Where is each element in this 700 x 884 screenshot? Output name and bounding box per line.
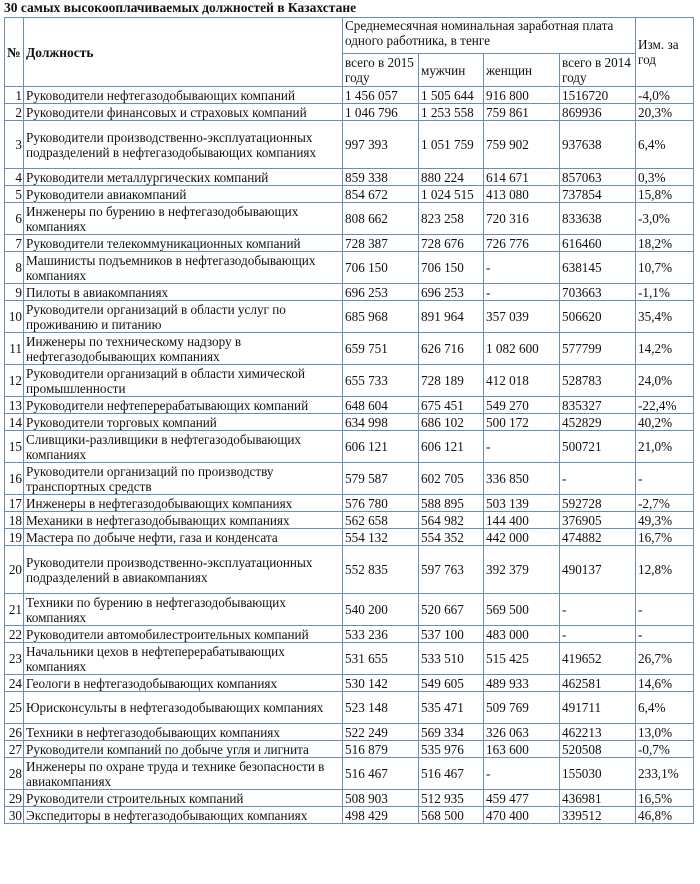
header-men: мужчин [419, 54, 484, 87]
position-name-cell: Руководители авиакомпаний [24, 186, 343, 203]
women-salary-cell: 412 018 [484, 365, 560, 397]
table-row [5, 203, 694, 235]
change-percent-cell: -1,1% [636, 284, 694, 301]
men-salary-cell: 549 605 [419, 675, 484, 692]
row-number-cell: 15 [5, 431, 24, 463]
total-2014-cell: 452829 [560, 414, 636, 431]
table-row [5, 121, 694, 169]
total-2015-cell: 554 132 [343, 529, 419, 546]
total-2015-cell: 606 121 [343, 431, 419, 463]
change-percent-cell: 13,0% [636, 724, 694, 741]
position-name-cell: Инженеры по техническому надзору в нефтегазодобывающих компаниях [24, 333, 343, 365]
row-number-cell: 21 [5, 594, 24, 626]
table-row [5, 104, 694, 121]
change-percent-cell: 24,0% [636, 365, 694, 397]
table-row [5, 790, 694, 807]
row-number-cell: 8 [5, 252, 24, 284]
row-number-cell: 4 [5, 169, 24, 186]
men-salary-cell: 696 253 [419, 284, 484, 301]
table-row [5, 431, 694, 463]
men-salary-cell: 520 667 [419, 594, 484, 626]
change-percent-cell: 14,2% [636, 333, 694, 365]
table-row [5, 414, 694, 431]
table-row [5, 301, 694, 333]
total-2014-cell: 835327 [560, 397, 636, 414]
total-2015-cell: 659 751 [343, 333, 419, 365]
total-2015-cell: 579 587 [343, 463, 419, 495]
row-number-cell: 24 [5, 675, 24, 692]
total-2015-cell: 552 835 [343, 546, 419, 594]
position-name-cell: Руководители производственно-эксплуатационных подразделений в авиакомпаниях [24, 546, 343, 594]
row-number-cell: 28 [5, 758, 24, 790]
women-salary-cell: - [484, 284, 560, 301]
change-percent-cell: -22,4% [636, 397, 694, 414]
total-2015-cell: 516 467 [343, 758, 419, 790]
men-salary-cell: 728 676 [419, 235, 484, 252]
total-2015-cell: 634 998 [343, 414, 419, 431]
table-title: 30 самых высокооплачиваемых должностей в Казахстане [4, 0, 357, 15]
men-salary-cell: 675 451 [419, 397, 484, 414]
total-2015-cell: 859 338 [343, 169, 419, 186]
women-salary-cell: 916 800 [484, 87, 560, 104]
women-salary-cell: - [484, 252, 560, 284]
women-salary-cell: 489 933 [484, 675, 560, 692]
total-2014-cell: 857063 [560, 169, 636, 186]
total-2015-cell: 854 672 [343, 186, 419, 203]
header-salary-group: Среднемесячная номинальная заработная плата одного работника, в тенге [343, 18, 636, 54]
change-percent-cell: 40,2% [636, 414, 694, 431]
position-name-cell: Руководители организаций в области услуг по проживанию и питанию [24, 301, 343, 333]
row-number-cell: 27 [5, 741, 24, 758]
change-percent-cell: 233,1% [636, 758, 694, 790]
total-2014-cell: - [560, 594, 636, 626]
total-2015-cell: 997 393 [343, 121, 419, 169]
total-2015-cell: 728 387 [343, 235, 419, 252]
men-salary-cell: 564 982 [419, 512, 484, 529]
total-2014-cell: 703663 [560, 284, 636, 301]
total-2014-cell: 462581 [560, 675, 636, 692]
total-2015-cell: 808 662 [343, 203, 419, 235]
table-row [5, 333, 694, 365]
total-2015-cell: 696 253 [343, 284, 419, 301]
position-name-cell: Руководители телекоммуникационных компаний [24, 235, 343, 252]
change-percent-cell: 46,8% [636, 807, 694, 824]
women-salary-cell: 515 425 [484, 643, 560, 675]
men-salary-cell: 891 964 [419, 301, 484, 333]
women-salary-cell: 726 776 [484, 235, 560, 252]
men-salary-cell: 535 976 [419, 741, 484, 758]
table-row [5, 724, 694, 741]
total-2015-cell: 1 046 796 [343, 104, 419, 121]
position-name-cell: Экспедиторы в нефтегазодобывающих компаниях [24, 807, 343, 824]
total-2015-cell: 655 733 [343, 365, 419, 397]
row-number-cell: 20 [5, 546, 24, 594]
change-percent-cell: -3,0% [636, 203, 694, 235]
table-row [5, 546, 694, 594]
position-name-cell: Техники по бурению в нефтегазодобывающих компаниях [24, 594, 343, 626]
table-row [5, 365, 694, 397]
change-percent-cell: 16,7% [636, 529, 694, 546]
total-2015-cell: 562 658 [343, 512, 419, 529]
table-row [5, 758, 694, 790]
row-number-cell: 22 [5, 626, 24, 643]
row-number-cell: 14 [5, 414, 24, 431]
row-number-cell: 23 [5, 643, 24, 675]
women-salary-cell: 614 671 [484, 169, 560, 186]
women-salary-cell: 759 861 [484, 104, 560, 121]
change-percent-cell: 0,3% [636, 169, 694, 186]
row-number-cell: 13 [5, 397, 24, 414]
total-2015-cell: 706 150 [343, 252, 419, 284]
women-salary-cell: 326 063 [484, 724, 560, 741]
position-name-cell: Юрисконсульты в нефтегазодобывающих компаниях [24, 692, 343, 724]
women-salary-cell: 503 139 [484, 495, 560, 512]
total-2015-cell: 531 655 [343, 643, 419, 675]
change-percent-cell: 20,3% [636, 104, 694, 121]
table-row [5, 529, 694, 546]
table-row [5, 169, 694, 186]
women-salary-cell: 459 477 [484, 790, 560, 807]
men-salary-cell: 537 100 [419, 626, 484, 643]
women-salary-cell: 357 039 [484, 301, 560, 333]
position-name-cell: Механики в нефтегазодобывающих компаниях [24, 512, 343, 529]
total-2015-cell: 530 142 [343, 675, 419, 692]
change-percent-cell: -4,0% [636, 87, 694, 104]
row-number-cell: 9 [5, 284, 24, 301]
row-number-cell: 26 [5, 724, 24, 741]
women-salary-cell: 720 316 [484, 203, 560, 235]
table-row [5, 807, 694, 824]
men-salary-cell: 554 352 [419, 529, 484, 546]
change-percent-cell: -0,7% [636, 741, 694, 758]
row-number-cell: 19 [5, 529, 24, 546]
total-2014-cell: 500721 [560, 431, 636, 463]
women-salary-cell: 144 400 [484, 512, 560, 529]
table-row [5, 397, 694, 414]
total-2015-cell: 685 968 [343, 301, 419, 333]
men-salary-cell: 535 471 [419, 692, 484, 724]
total-2014-cell: 376905 [560, 512, 636, 529]
women-salary-cell: 1 082 600 [484, 333, 560, 365]
position-name-cell: Мастера по добыче нефти, газа и конденсата [24, 529, 343, 546]
row-number-cell: 16 [5, 463, 24, 495]
men-salary-cell: 626 716 [419, 333, 484, 365]
position-name-cell: Сливщики-разливщики в нефтегазодобывающих компаниях [24, 431, 343, 463]
total-2015-cell: 576 780 [343, 495, 419, 512]
table-row [5, 235, 694, 252]
position-name-cell: Руководители торговых компаний [24, 414, 343, 431]
row-number-cell: 29 [5, 790, 24, 807]
table-row [5, 252, 694, 284]
position-name-cell: Инженеры по охране труда и технике безопасности в авиакомпаниях [24, 758, 343, 790]
position-name-cell: Руководители организаций в области химической промышленности [24, 365, 343, 397]
table-row [5, 463, 694, 495]
header-women: женщин [484, 54, 560, 87]
men-salary-cell: 706 150 [419, 252, 484, 284]
men-salary-cell: 516 467 [419, 758, 484, 790]
change-percent-cell: 12,8% [636, 546, 694, 594]
men-salary-cell: 823 258 [419, 203, 484, 235]
total-2015-cell: 516 879 [343, 741, 419, 758]
total-2015-cell: 1 456 057 [343, 87, 419, 104]
table-body [5, 87, 694, 824]
total-2015-cell: 508 903 [343, 790, 419, 807]
total-2014-cell: 737854 [560, 186, 636, 203]
position-name-cell: Руководители компаний по добыче угля и лигнита [24, 741, 343, 758]
position-name-cell: Начальники цехов в нефтеперерабатывающих компаниях [24, 643, 343, 675]
total-2015-cell: 648 604 [343, 397, 419, 414]
row-number-cell: 12 [5, 365, 24, 397]
row-number-cell: 5 [5, 186, 24, 203]
men-salary-cell: 602 705 [419, 463, 484, 495]
change-percent-cell: 10,7% [636, 252, 694, 284]
row-number-cell: 2 [5, 104, 24, 121]
women-salary-cell: 509 769 [484, 692, 560, 724]
total-2014-cell: 937638 [560, 121, 636, 169]
women-salary-cell: 470 400 [484, 807, 560, 824]
total-2014-cell: 462213 [560, 724, 636, 741]
men-salary-cell: 606 121 [419, 431, 484, 463]
position-name-cell: Инженеры в нефтегазодобывающих компаниях [24, 495, 343, 512]
row-number-cell: 6 [5, 203, 24, 235]
table-row [5, 594, 694, 626]
table-header [5, 18, 694, 87]
men-salary-cell: 588 895 [419, 495, 484, 512]
position-name-cell: Руководители автомобилестроительных компаний [24, 626, 343, 643]
position-name-cell: Руководители нефтегазодобывающих компаний [24, 87, 343, 104]
table-row [5, 741, 694, 758]
total-2014-cell: 490137 [560, 546, 636, 594]
header-position: Должность [24, 18, 343, 87]
row-number-cell: 18 [5, 512, 24, 529]
total-2015-cell: 540 200 [343, 594, 419, 626]
change-percent-cell: 21,0% [636, 431, 694, 463]
total-2014-cell: 638145 [560, 252, 636, 284]
position-name-cell: Руководители металлургических компаний [24, 169, 343, 186]
table-row [5, 675, 694, 692]
women-salary-cell: 549 270 [484, 397, 560, 414]
women-salary-cell: 336 850 [484, 463, 560, 495]
row-number-cell: 10 [5, 301, 24, 333]
women-salary-cell: 759 902 [484, 121, 560, 169]
position-name-cell: Руководители нефтеперерабатывающих компаний [24, 397, 343, 414]
change-percent-cell: 6,4% [636, 121, 694, 169]
total-2014-cell: 419652 [560, 643, 636, 675]
total-2014-cell: 520508 [560, 741, 636, 758]
women-salary-cell: 483 000 [484, 626, 560, 643]
men-salary-cell: 597 763 [419, 546, 484, 594]
change-percent-cell: 18,2% [636, 235, 694, 252]
change-percent-cell: 26,7% [636, 643, 694, 675]
table-row [5, 643, 694, 675]
salary-table [4, 17, 694, 824]
total-2015-cell: 533 236 [343, 626, 419, 643]
total-2015-cell: 498 429 [343, 807, 419, 824]
header-total-2014: всего в 2014 году [560, 54, 636, 87]
header-total-2015: всего в 2015 году [343, 54, 419, 87]
men-salary-cell: 512 935 [419, 790, 484, 807]
women-salary-cell: 500 172 [484, 414, 560, 431]
men-salary-cell: 880 224 [419, 169, 484, 186]
position-name-cell: Пилоты в авиакомпаниях [24, 284, 343, 301]
table-row [5, 512, 694, 529]
total-2014-cell: 491711 [560, 692, 636, 724]
women-salary-cell: 569 500 [484, 594, 560, 626]
row-number-cell: 30 [5, 807, 24, 824]
total-2014-cell: 155030 [560, 758, 636, 790]
table-row [5, 284, 694, 301]
men-salary-cell: 1 253 558 [419, 104, 484, 121]
row-number-cell: 3 [5, 121, 24, 169]
total-2014-cell: - [560, 463, 636, 495]
change-percent-cell: - [636, 626, 694, 643]
total-2015-cell: 523 148 [343, 692, 419, 724]
position-name-cell: Руководители производственно-эксплуатационных подразделений в нефтегазодобывающих компаниях [24, 121, 343, 169]
men-salary-cell: 1 051 759 [419, 121, 484, 169]
total-2014-cell: 1516720 [560, 87, 636, 104]
row-number-cell: 1 [5, 87, 24, 104]
men-salary-cell: 569 334 [419, 724, 484, 741]
total-2014-cell: - [560, 626, 636, 643]
row-number-cell: 7 [5, 235, 24, 252]
table-row [5, 186, 694, 203]
row-number-cell: 11 [5, 333, 24, 365]
change-percent-cell: - [636, 463, 694, 495]
women-salary-cell: - [484, 431, 560, 463]
total-2014-cell: 339512 [560, 807, 636, 824]
men-salary-cell: 728 189 [419, 365, 484, 397]
women-salary-cell: 413 080 [484, 186, 560, 203]
row-number-cell: 17 [5, 495, 24, 512]
row-number-cell: 25 [5, 692, 24, 724]
women-salary-cell: 392 379 [484, 546, 560, 594]
men-salary-cell: 686 102 [419, 414, 484, 431]
total-2014-cell: 616460 [560, 235, 636, 252]
change-percent-cell: 15,8% [636, 186, 694, 203]
men-salary-cell: 1 024 515 [419, 186, 484, 203]
total-2014-cell: 833638 [560, 203, 636, 235]
position-name-cell: Инженеры по бурению в нефтегазодобывающих компаниях [24, 203, 343, 235]
total-2014-cell: 577799 [560, 333, 636, 365]
total-2014-cell: 869936 [560, 104, 636, 121]
table-row [5, 626, 694, 643]
women-salary-cell: 442 000 [484, 529, 560, 546]
total-2014-cell: 528783 [560, 365, 636, 397]
header-change: Изм. за год [636, 18, 694, 87]
position-name-cell: Руководители организаций по производству транспортных средств [24, 463, 343, 495]
change-percent-cell: 14,6% [636, 675, 694, 692]
change-percent-cell: 6,4% [636, 692, 694, 724]
position-name-cell: Геологи в нефтегазодобывающих компаниях [24, 675, 343, 692]
table-row [5, 495, 694, 512]
table-row [5, 692, 694, 724]
men-salary-cell: 1 505 644 [419, 87, 484, 104]
change-percent-cell: - [636, 594, 694, 626]
total-2014-cell: 592728 [560, 495, 636, 512]
women-salary-cell: - [484, 758, 560, 790]
total-2014-cell: 506620 [560, 301, 636, 333]
change-percent-cell: 49,3% [636, 512, 694, 529]
total-2014-cell: 474882 [560, 529, 636, 546]
men-salary-cell: 533 510 [419, 643, 484, 675]
header-num: № [5, 18, 24, 87]
women-salary-cell: 163 600 [484, 741, 560, 758]
position-name-cell: Руководители строительных компаний [24, 790, 343, 807]
position-name-cell: Техники в нефтегазодобывающих компаниях [24, 724, 343, 741]
change-percent-cell: -2,7% [636, 495, 694, 512]
table-row [5, 87, 694, 104]
change-percent-cell: 16,5% [636, 790, 694, 807]
total-2014-cell: 436981 [560, 790, 636, 807]
change-percent-cell: 35,4% [636, 301, 694, 333]
position-name-cell: Машинисты подъемников в нефтегазодобывающих компаниях [24, 252, 343, 284]
position-name-cell: Руководители финансовых и страховых компаний [24, 104, 343, 121]
men-salary-cell: 568 500 [419, 807, 484, 824]
total-2015-cell: 522 249 [343, 724, 419, 741]
